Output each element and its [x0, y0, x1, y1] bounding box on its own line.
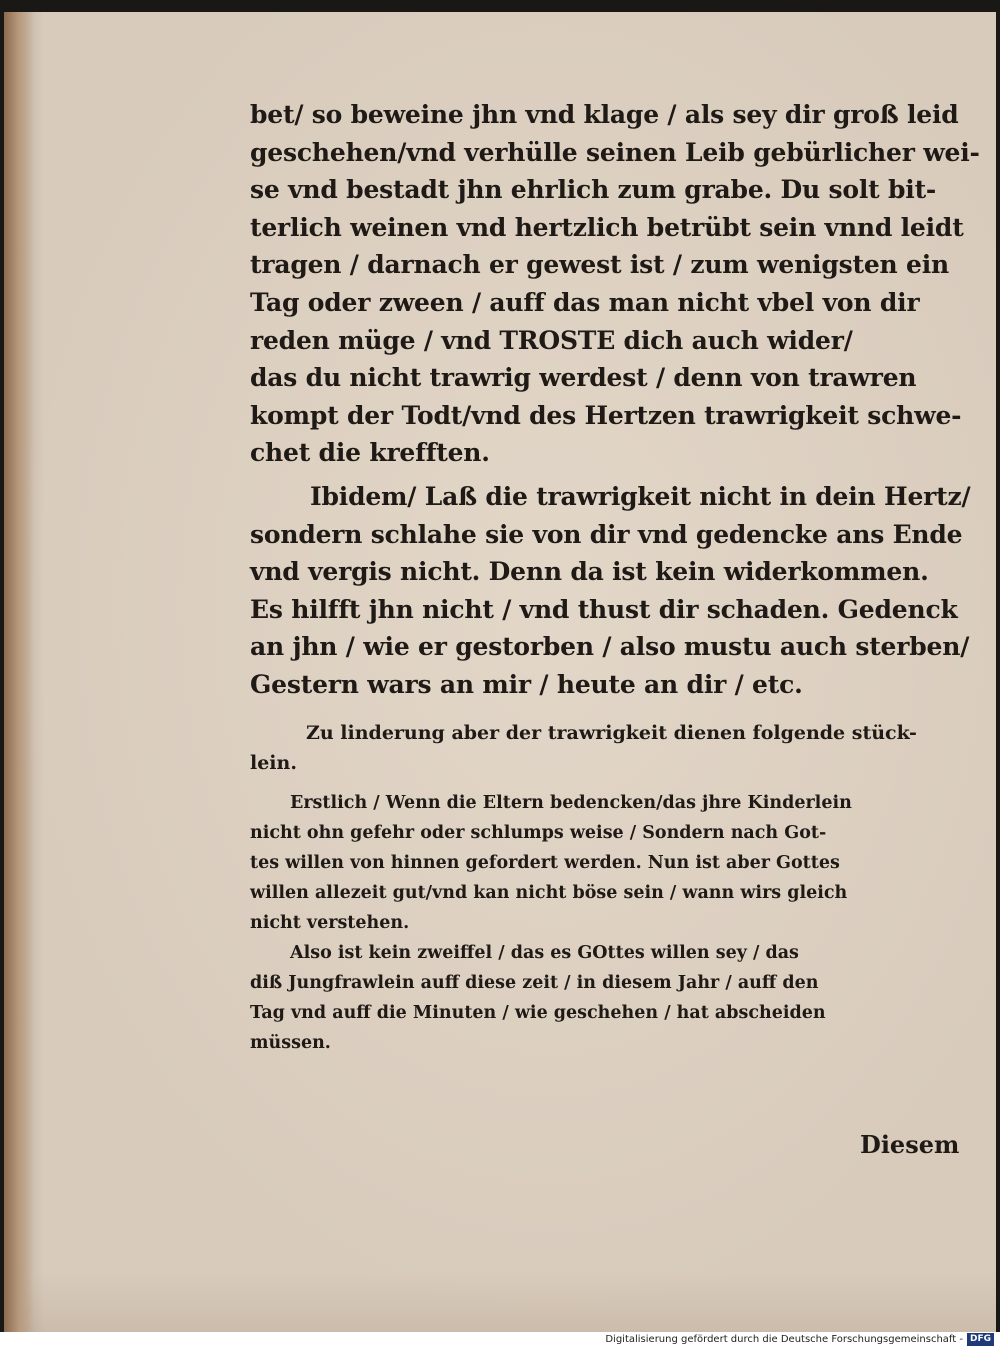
text-line: Ibidem/ Laß die trawrigkeit nicht in dein Hertz/: [310, 481, 971, 511]
paragraph-4: [250, 788, 940, 938]
binding-edge: [4, 12, 34, 1332]
text-line: kompt der Todt/vnd des Hertzen trawrigkeit schwe-: [250, 400, 962, 430]
text-line: das du nicht trawrig werdest / denn von trawren: [250, 363, 917, 393]
text-line: nicht verstehen.: [250, 912, 410, 933]
text-line: bet/ so beweine jhn vnd klage / als sey dir groß leid: [250, 100, 959, 129]
text-line: chet die krefften.: [250, 438, 490, 468]
text-line: Gestern wars an mir / heute an dir / etc.: [250, 669, 803, 699]
text-line: se vnd bestadt jhn ehrlich zum grabe. Du solt bit-: [250, 175, 937, 205]
text-line: Tag oder zween / auff das man nicht vbel von dir: [250, 287, 920, 317]
paragraph-5: [250, 938, 940, 1058]
text-line: Erstlich / Wenn die Eltern bedencken/das jhre Kinderlein: [290, 792, 852, 813]
body-text: [250, 96, 980, 1058]
footer-text: Digitalisierung gefördert durch die Deutsche Forschungsgemeinschaft -: [605, 1334, 963, 1345]
text-line: müssen.: [250, 1032, 331, 1053]
text-line: terlich weinen vnd hertzlich betrübt sein vnnd leidt: [250, 212, 964, 242]
text-line: vnd vergis nicht. Denn da ist kein widerkommen.: [250, 557, 929, 587]
dfg-logo-badge: DFG: [967, 1333, 994, 1346]
text-line: Also ist kein zweiffel / das es GOttes willen sey / das: [290, 942, 799, 963]
paragraph-2: [250, 478, 971, 704]
text-line: sondern schlahe sie von dir vnd gedencke ans Ende: [250, 519, 963, 549]
text-line: diß Jungfrawlein auff diese zeit / in diesem Jahr / auff den: [250, 972, 819, 993]
text-line: Zu linderung aber der trawrigkeit dienen folgende stück-: [306, 721, 917, 744]
text-line: an jhn / wie er gestorben / also mustu auch sterben/: [250, 632, 970, 662]
text-line: geschehen/vnd verhülle seinen Leib gebürlicher wei-: [250, 137, 980, 167]
text-line: nicht ohn gefehr oder schlumps weise / Sondern nach Got-: [250, 822, 827, 843]
text-line: reden müge / vnd TROSTE dich auch wider/: [250, 325, 853, 355]
text-line: tes willen von hinnen gefordert werden. Nun ist aber Gottes: [250, 852, 840, 873]
digitization-footer: [0, 1332, 1000, 1348]
text-line: lein.: [250, 751, 297, 774]
paragraph-3: [250, 718, 940, 778]
paragraph-1: [250, 96, 980, 472]
text-line: Tag vnd auff die Minuten / wie geschehen / hat abscheiden: [250, 1002, 826, 1023]
text-line: Es hilfft jhn nicht / vnd thust dir schaden. Gedenck: [250, 594, 958, 624]
text-line: willen allezeit gut/vnd kan nicht böse sein / wann wirs gleich: [250, 882, 848, 903]
text-line: tragen / darnach er gewest ist / zum wenigsten ein: [250, 250, 950, 280]
catchword: Diesem: [860, 1130, 960, 1159]
